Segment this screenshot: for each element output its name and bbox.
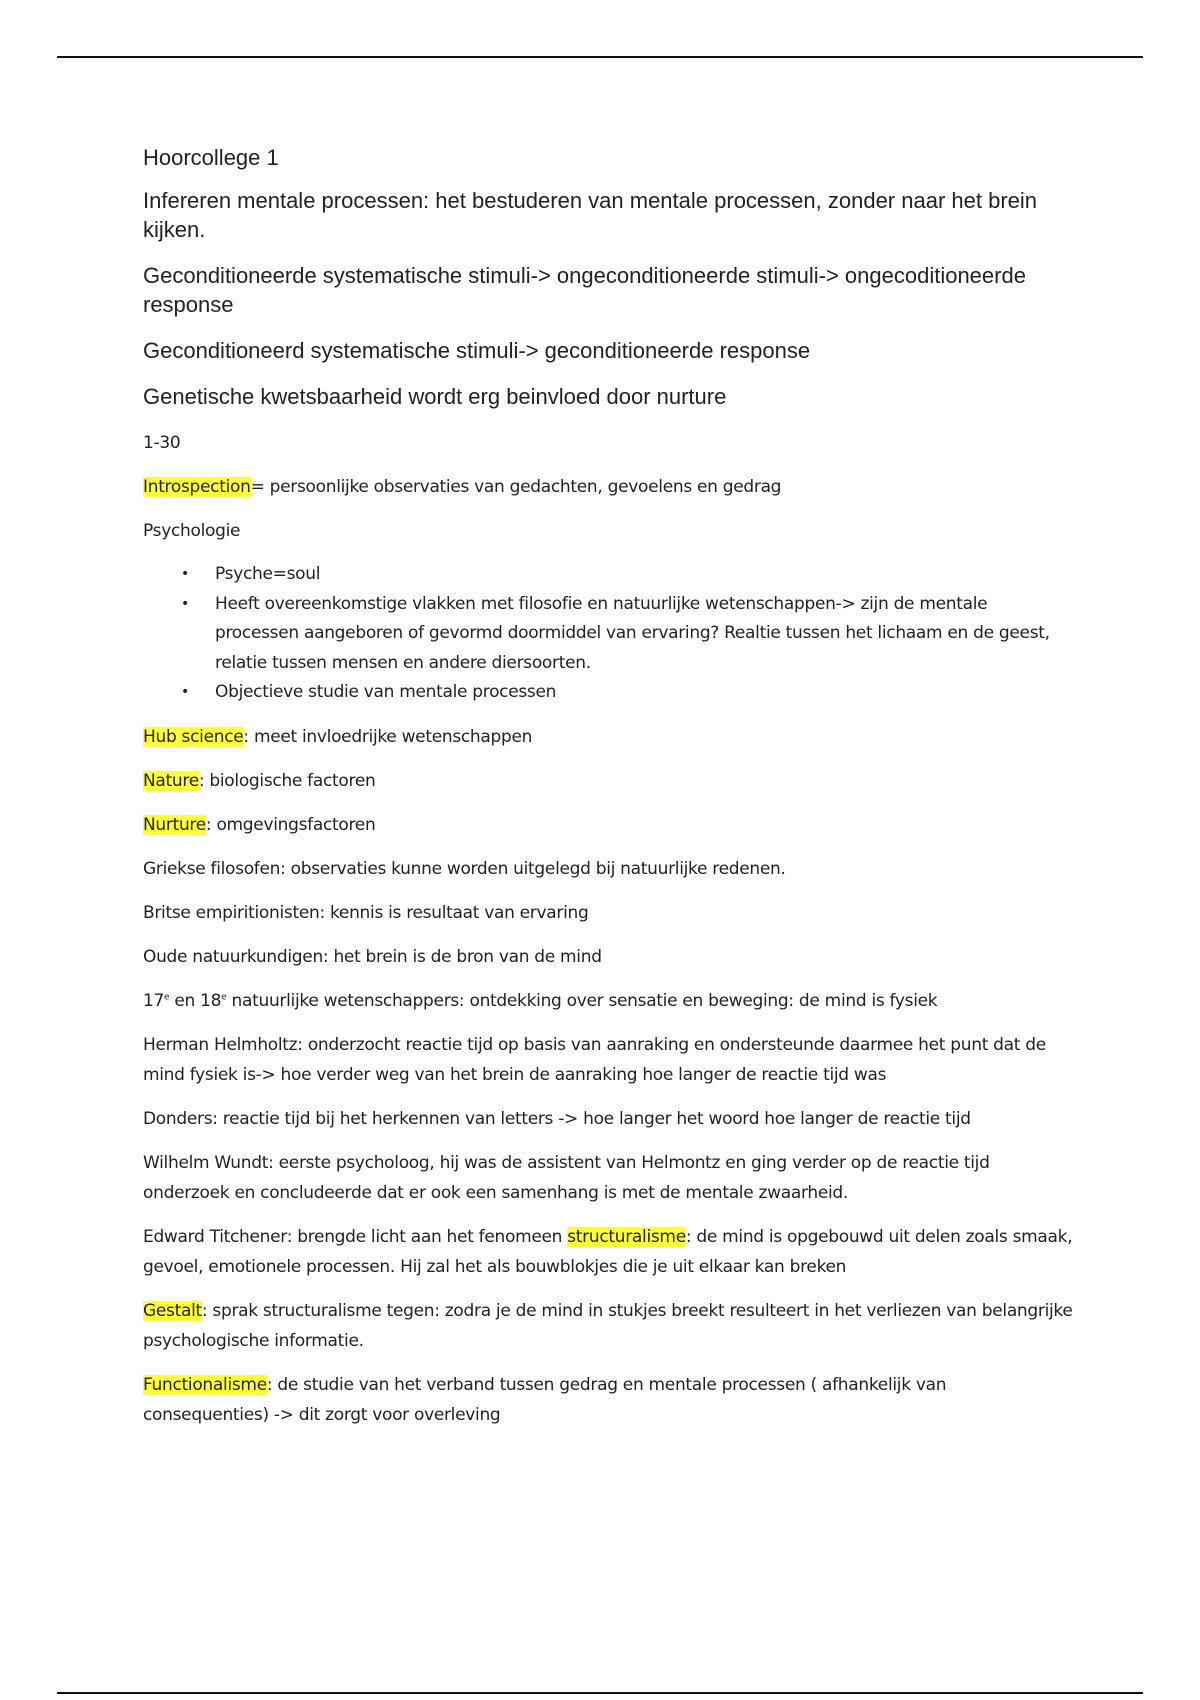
definition-text: : sprak structuralisme tegen: zodra je de mind in stukjes breekt resulteert in het verliezen van belangrijke psychologische informatie. xyxy=(143,1300,1073,1351)
highlighted-term: Introspection xyxy=(143,477,251,497)
bullet-icon: • xyxy=(181,684,189,700)
bullet-list xyxy=(143,560,1073,708)
superscript: e xyxy=(164,991,170,1002)
header-rule xyxy=(57,56,1143,58)
definition-text: = persoonlijke observaties van gedachten, gevoelens en gedrag xyxy=(250,477,782,497)
paragraph-psychologie: Psychologie xyxy=(143,521,241,541)
paragraph-text: : de mind is opgebouwd uit delen zoals smaak, gevoel, emotionele processen. Hij zal het als bouwblokjes die je uit elkaar kan breken xyxy=(143,1226,1073,1277)
paragraph-genetische: Genetische kwetsbaarheid wordt erg beinvloed door nurture xyxy=(143,384,727,409)
highlighted-term: Functionalisme xyxy=(143,1374,267,1395)
highlighted-term: Gestalt xyxy=(143,1300,202,1321)
paragraph-nurture xyxy=(143,810,1073,840)
paragraph-titchener xyxy=(143,1222,1073,1282)
paragraph-geconditioneerde: Geconditioneerde systematische stimuli-> ongeconditioneerde stimuli-> ongecoditioneerde response xyxy=(143,263,1026,317)
paragraph-nature xyxy=(143,766,1073,796)
paragraph-text: natuurlijke wetenschappers: ontdekking over sensatie en beweging: de mind is fysiek xyxy=(226,990,938,1011)
highlighted-term: Hub science xyxy=(143,726,244,747)
footer-rule xyxy=(57,1692,1143,1694)
paragraph-infereren: Infereren mentale processen: het bestuderen van mentale processen, zonder naar het brein kijken. xyxy=(143,188,1037,242)
paragraph-gestalt xyxy=(143,1296,1073,1356)
page-range: 1-30 xyxy=(143,433,181,453)
paragraph-oude: Oude natuurkundigen: het brein is de bron van de mind xyxy=(143,946,602,967)
list-item-text: Heeft overeenkomstige vlakken met filosofie en natuurlijke wetenschappen-> zijn de mentale processen aangeboren of gevormd doormiddel van ervaring? Realtie tussen het lichaam en de geest, relatie tussen mensen en andere diersoorten. xyxy=(215,593,1050,673)
document-body xyxy=(143,143,1073,1444)
paragraph-eeuwen xyxy=(143,986,1073,1016)
definition-text: : meet invloedrijke wetenschappen xyxy=(243,726,533,747)
definition-text: : omgevingsfactoren xyxy=(205,814,376,835)
highlighted-term: Nurture xyxy=(143,814,206,835)
highlighted-term: Nature xyxy=(143,770,199,791)
list-item-text: Objectieve studie van mentale processen xyxy=(215,682,557,702)
list-item-text: Psyche=soul xyxy=(215,564,321,584)
bullet-icon: • xyxy=(181,566,189,582)
paragraph-wundt: Wilhelm Wundt: eerste psycholoog, hij was de assistent van Helmontz en ging verder op de reactie tijd onderzoek en concludeerde dat er ook een samenhang is met de mentale zwaarheid. xyxy=(143,1152,990,1203)
century-17: 17 xyxy=(143,990,165,1011)
highlighted-term: structuralisme xyxy=(567,1226,686,1247)
paragraph-text: Edward Titchener: brengde licht aan het fenomeen xyxy=(143,1226,568,1247)
paragraph-geconditioneerd: Geconditioneerd systematische stimuli-> geconditioneerde response xyxy=(143,338,811,363)
paragraph-helmholtz: Herman Helmholtz: onderzocht reactie tijd op basis van aanraking en ondersteunde daarmee het punt dat de mind fysiek is-> hoe verder weg van het brein de aanraking hoe langer de reactie tijd was xyxy=(143,1034,1046,1085)
list-item xyxy=(181,560,1073,590)
superscript: e xyxy=(221,991,227,1002)
definition-text: : de studie van het verband tussen gedrag en mentale processen ( afhankelijk van consequenties) -> dit zorgt voor overleving xyxy=(143,1374,947,1425)
bullet-icon: • xyxy=(181,595,189,612)
definition-text: : biologische factoren xyxy=(198,770,376,791)
list-item xyxy=(181,590,1073,679)
page-title: Hoorcollege 1 xyxy=(143,145,279,170)
paragraph-donders: Donders: reactie tijd bij het herkennen van letters -> hoe langer het woord hoe langer de reactie tijd xyxy=(143,1108,971,1129)
paragraph-hub-science xyxy=(143,722,1073,752)
paragraph-griekse: Griekse filosofen: observaties kunne worden uitgelegd bij natuurlijke redenen. xyxy=(143,858,786,879)
list-item xyxy=(181,678,1073,708)
paragraph-britse: Britse empiritionisten: kennis is resultaat van ervaring xyxy=(143,902,589,923)
paragraph-functionalisme xyxy=(143,1370,1073,1430)
paragraph-introspection xyxy=(143,472,1073,502)
century-18: en 18 xyxy=(169,990,222,1011)
